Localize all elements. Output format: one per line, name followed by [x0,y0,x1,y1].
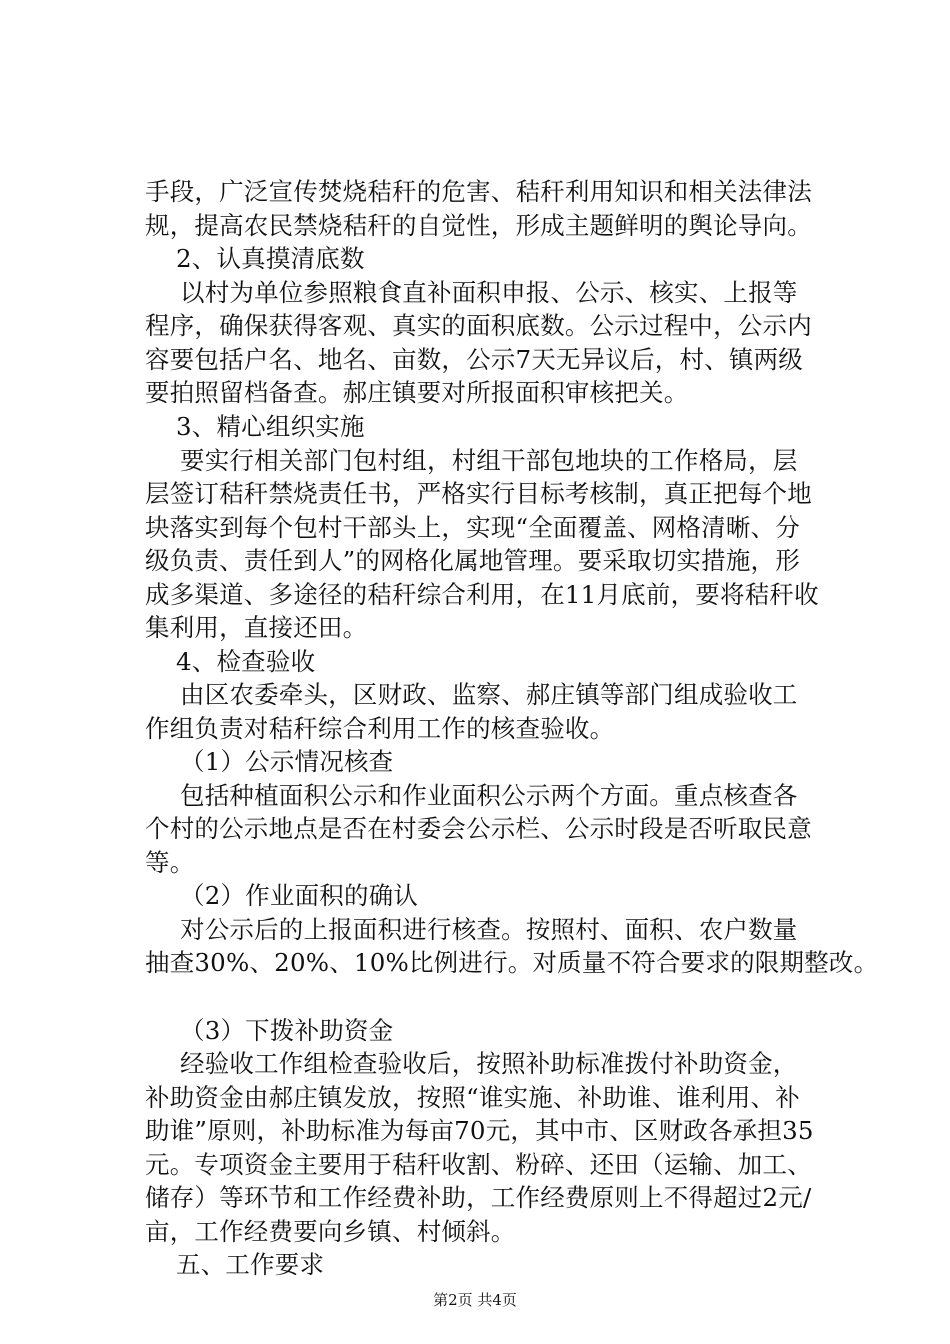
paragraph-line: 抽查30%、20%、10%比例进行。对质量不符合要求的限期整改。 [145,948,879,977]
paragraph-line: 手段，广泛宣传焚烧秸秆的危害、秸秆利用知识和相关法律法 [145,177,812,206]
paragraph-line: 块落实到每个包村干部头上，实现“全面覆盖、网格清晰、分 [145,513,800,542]
paragraph-line: 等。 [145,848,195,877]
paragraph-line: 助谁”原则，补助标准为每亩70元，其中市、区财政各承担35 [145,1116,814,1145]
paragraph-line: 级负责、责任到人”的网格化属地管理。要采取切实措施，形 [145,546,800,575]
paragraph-line: 由区农委牵头，区财政、监察、郝庄镇等部门组成验收工 [180,680,798,709]
subsection-heading: （2）作业面积的确认 [180,881,419,910]
paragraph-line: 容要包括户名、地名、亩数，公示7天无异议后，村、镇两级 [145,345,803,374]
paragraph-line: 对公示后的上报面积进行核查。按照村、面积、农户数量 [180,915,798,944]
section-heading: 2、认真摸清底数 [176,244,365,273]
paragraph-line: 储存）等环节和工作经费补助，工作经费原则上不得超过2元/ [145,1183,812,1212]
paragraph-line: 要实行相关部门包村组，村组干部包地块的工作格局，层 [180,446,798,475]
paragraph-line: 补助资金由郝庄镇发放，按照“谁实施、补助谁、谁利用、补 [145,1083,800,1112]
paragraph-line: 以村为单位参照粮食直补面积申报、公示、核实、上报等 [180,278,798,307]
paragraph-line: 集利用，直接还田。 [145,613,368,642]
paragraph-line: 亩，工作经费要向乡镇、村倾斜。 [145,1217,516,1246]
section-heading: 3、精心组织实施 [176,412,365,441]
paragraph-line: 包括种植面积公示和作业面积公示两个方面。重点核查各 [180,781,798,810]
paragraph-line: 程序，确保获得客观、真实的面积底数。公示过程中，公示内 [145,311,812,340]
paragraph-line: 个村的公示地点是否在村委会公示栏、公示时段是否听取民意 [145,814,812,843]
subsection-heading: （3）下拨补助资金 [180,1016,394,1045]
paragraph-line: 要拍照留档备查。郝庄镇要对所报面积审核把关。 [145,378,689,407]
paragraph-line: 经验收工作组检查验收后，按照补助标准拨付补助资金， [180,1049,798,1078]
paragraph-line: 规，提高农民禁烧秸秆的自觉性，形成主题鲜明的舆论导向。 [145,211,812,240]
section-heading: 五、工作要求 [176,1250,325,1279]
paragraph-line: 层签订秸秆禁烧责任书，严格实行目标考核制，真正把每个地 [145,479,812,508]
subsection-heading: （1）公示情况核查 [180,747,394,776]
page-number-footer: 第2页 共4页 [433,1291,517,1309]
section-heading: 4、检查验收 [176,647,316,676]
paragraph-line: 成多渠道、多途径的秸秆综合利用，在11月底前，要将秸秆收 [145,580,819,609]
paragraph-line: 元。专项资金主要用于秸秆收割、粉碎、还田（运输、加工、 [145,1150,812,1179]
paragraph-line: 作组负责对秸秆综合利用工作的核查验收。 [145,714,615,743]
